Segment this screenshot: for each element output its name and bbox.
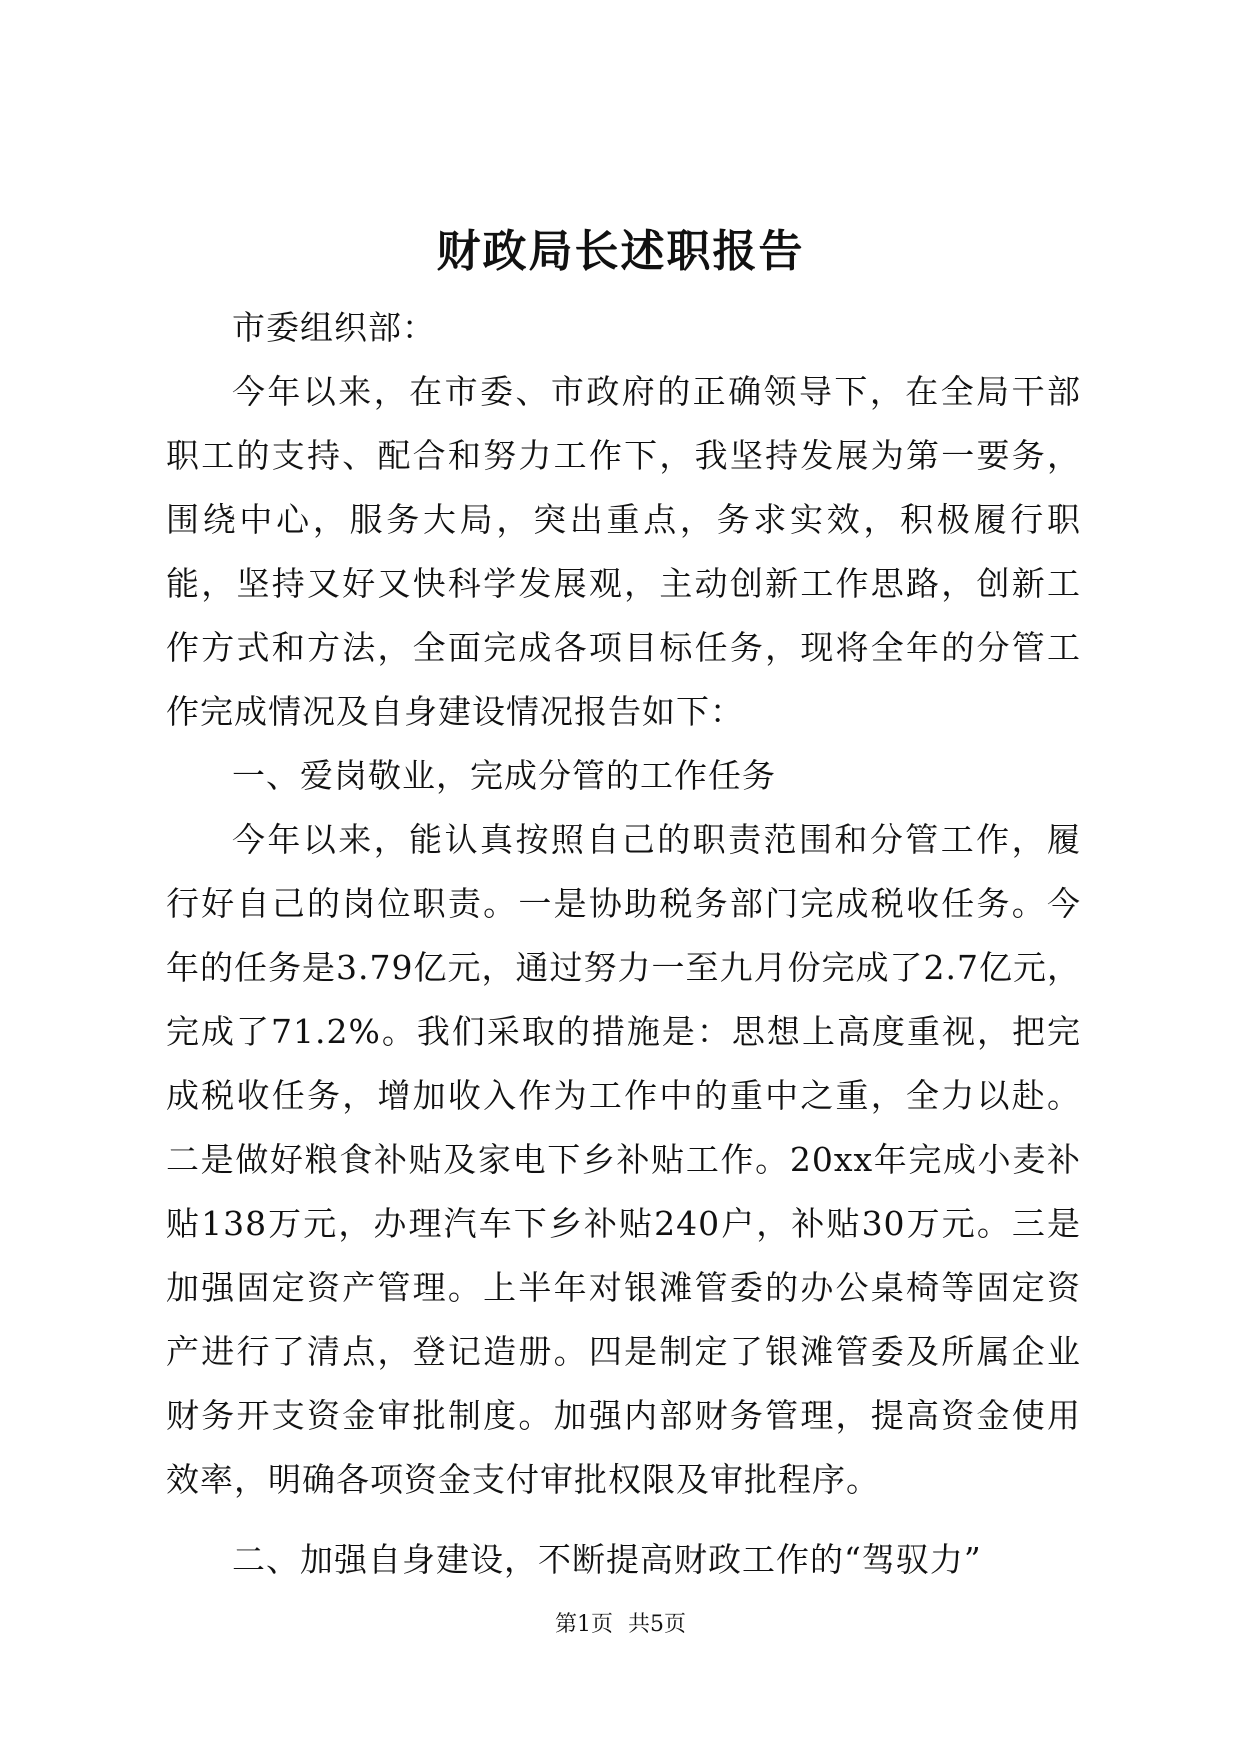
section-heading-2: 二、加强自身建设，不断提高财政工作的“驾驭力” [232,1540,982,1579]
document-body [166,296,1081,1592]
section-heading-1: 一、爱岗敬业，完成分管的工作任务 [232,756,776,795]
paragraph-section-1: 今年以来，能认真按照自己的职责范围和分管工作，履行好自己的岗位职责。一是协助税务部门完成税收任务。今年的任务是3.79亿元，通过努力一至九月份完成了2.7亿元，完成了71.2%。我们采取的措施是：思想上高度重视，把完成税收任务，增加收入作为工作中的重中之重，全力以赴。二是做好粮食补贴及家电下乡补贴工作。20xx年完成小麦补贴138万元，办理汽车下乡补贴240户，补贴30万元。三是加强固定资产管理。上半年对银滩管委的办公桌椅等固定资产进行了清点，登记造册。四是制定了银滩管委及所属企业财务开支资金审批制度。加强内部财务管理，提高资金使用效率，明确各项资金支付审批权限及审批程序。 [166,820,1081,1499]
document-title: 财政局长述职报告 [436,226,805,277]
page-total: 共5页 [628,1612,686,1637]
salutation: 市委组织部： [232,308,436,347]
paragraph-intro: 今年以来，在市委、市政府的正确领导下，在全局干部职工的支持、配合和努力工作下，我坚持发展为第一要务，围绕中心，服务大局，突出重点，务求实效，积极履行职能，坚持又好又快科学发展观，主动创新工作思路，创新工作方式和方法，全面完成各项目标任务，现将全年的分管工作完成情况及自身建设情况报告如下： [166,372,1081,731]
page-number: 第1页 [555,1612,613,1637]
page-footer [0,1610,1241,1640]
